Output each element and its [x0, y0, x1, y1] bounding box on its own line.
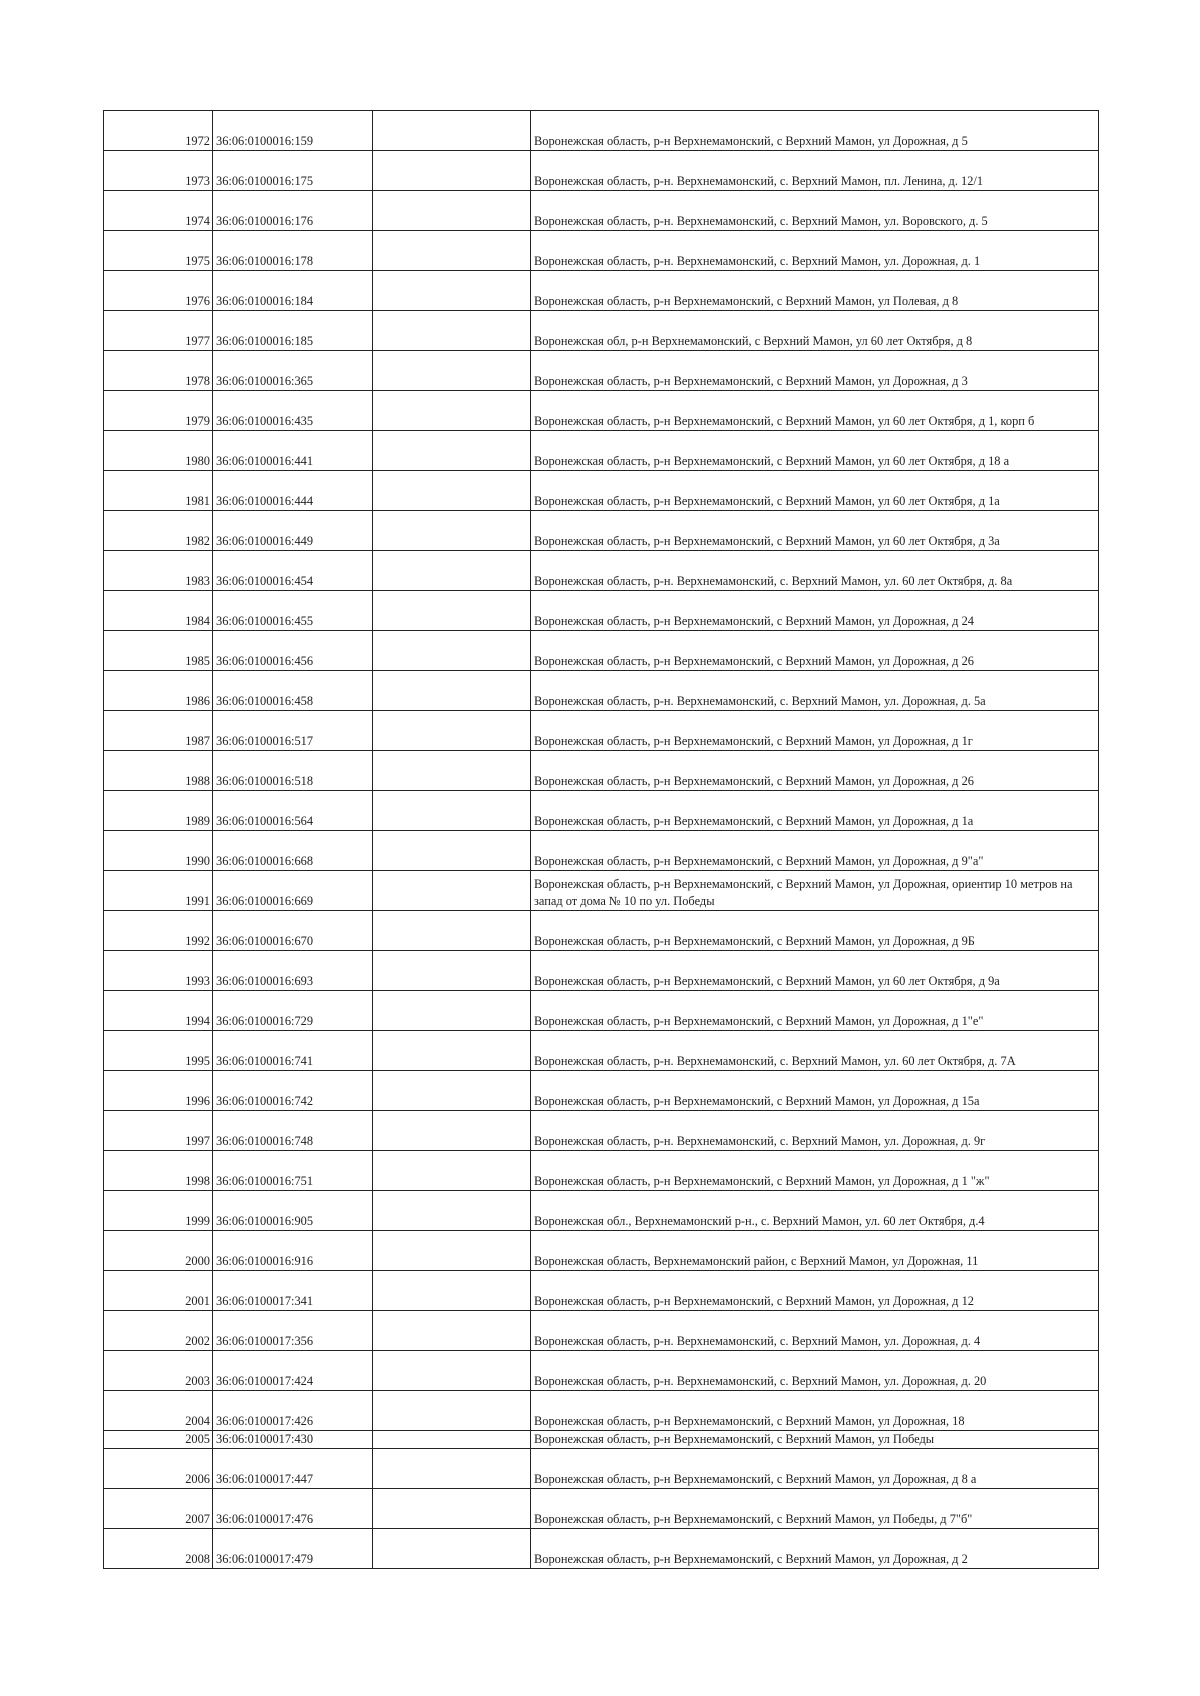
empty-cell [373, 1191, 531, 1231]
cadastral-number: 36:06:0100016:669 [213, 871, 373, 911]
address-text: Воронежская область, р-н. Верхнемамонский, с. Верхний Мамон, ул. 60 лет Октября, д. 7А [534, 1054, 1016, 1068]
table-row [104, 1271, 1099, 1311]
address-text: Воронежская область, р-н Верхнемамонский, с Верхний Мамон, ул Дорожная, д 26 [534, 774, 974, 788]
empty-cell [373, 1431, 531, 1449]
empty-cell [373, 1449, 531, 1489]
address-text: Воронежская область, р-н Верхнемамонский, с Верхний Мамон, ул 60 лет Октября, д 3а [534, 534, 1000, 548]
table-row [104, 951, 1099, 991]
empty-cell [373, 471, 531, 511]
cadastral-number: 36:06:0100016:449 [213, 511, 373, 551]
address-cell [531, 271, 1099, 311]
empty-cell [373, 1031, 531, 1071]
cadastral-number: 36:06:0100017:476 [213, 1489, 373, 1529]
row-number: 1994 [104, 991, 213, 1031]
row-number: 1979 [104, 391, 213, 431]
empty-cell [373, 191, 531, 231]
address-cell [531, 1231, 1099, 1271]
address-cell [531, 471, 1099, 511]
address-text: Воронежская область, р-н Верхнемамонский, с Верхний Мамон, ул 60 лет Октября, д 9а [534, 974, 1000, 988]
table-row [104, 631, 1099, 671]
cadastral-number: 36:06:0100017:341 [213, 1271, 373, 1311]
address-cell [531, 751, 1099, 791]
row-number: 1974 [104, 191, 213, 231]
row-number: 1987 [104, 711, 213, 751]
table-row [104, 1489, 1099, 1529]
address-text: Воронежская область, р-н Верхнемамонский, с Верхний Мамон, ул Победы, д 7"б" [534, 1512, 973, 1526]
address-text: Воронежская обл., Верхнемамонский р-н., с. Верхний Мамон, ул. 60 лет Октября, д.4 [534, 1214, 985, 1228]
cadastral-number: 36:06:0100016:905 [213, 1191, 373, 1231]
empty-cell [373, 911, 531, 951]
address-cell [531, 111, 1099, 151]
address-text: Воронежская область, р-н Верхнемамонский, с Верхний Мамон, ул Дорожная, д 2 [534, 1552, 968, 1566]
cadastral-number: 36:06:0100016:184 [213, 271, 373, 311]
empty-cell [373, 351, 531, 391]
row-number: 1977 [104, 311, 213, 351]
address-cell [531, 551, 1099, 591]
address-cell [531, 1151, 1099, 1191]
empty-cell [373, 431, 531, 471]
empty-cell [373, 831, 531, 871]
address-cell [531, 671, 1099, 711]
row-number: 2005 [104, 1431, 213, 1449]
empty-cell [373, 231, 531, 271]
address-text: Воронежская область, р-н Верхнемамонский, с Верхний Мамон, ул Дорожная, д 1"е" [534, 1014, 984, 1028]
row-number: 2001 [104, 1271, 213, 1311]
address-text: Воронежская область, р-н Верхнемамонский, с Верхний Мамон, ул 60 лет Октября, д 1а [534, 494, 1000, 508]
table-row [104, 911, 1099, 951]
row-number: 1983 [104, 551, 213, 591]
empty-cell [373, 1391, 531, 1431]
cadastral-number: 36:06:0100017:430 [213, 1431, 373, 1449]
address-text: Воронежская область, р-н Верхнемамонский, с Верхний Мамон, ул Полевая, д 8 [534, 294, 959, 308]
empty-cell [373, 991, 531, 1031]
address-text: Воронежская область, Верхнемамонский район, с Верхний Мамон, ул Дорожная, 11 [534, 1254, 979, 1268]
table-row [104, 551, 1099, 591]
empty-cell [373, 711, 531, 751]
cadastral-number: 36:06:0100017:426 [213, 1391, 373, 1431]
address-cell [531, 311, 1099, 351]
address-cell [531, 351, 1099, 391]
address-text: Воронежская область, р-н Верхнемамонский, с Верхний Мамон, ул Дорожная, д 5 [534, 134, 968, 148]
empty-cell [373, 1311, 531, 1351]
table-row [104, 1311, 1099, 1351]
table-row [104, 1111, 1099, 1151]
table-row [104, 431, 1099, 471]
registry-table [103, 110, 1099, 1569]
cadastral-number: 36:06:0100016:916 [213, 1231, 373, 1271]
address-cell [531, 991, 1099, 1031]
cadastral-number: 36:06:0100016:175 [213, 151, 373, 191]
address-cell [531, 1449, 1099, 1489]
table-row [104, 191, 1099, 231]
address-cell [531, 431, 1099, 471]
address-cell [531, 231, 1099, 271]
row-number: 2008 [104, 1529, 213, 1569]
empty-cell [373, 1271, 531, 1311]
cadastral-number: 36:06:0100016:176 [213, 191, 373, 231]
address-text: Воронежская область, р-н Верхнемамонский, с Верхний Мамон, ул 60 лет Октября, д 1, корп б [534, 414, 1035, 428]
address-text: Воронежская область, р-н. Верхнемамонский, с. Верхний Мамон, ул. Воровского, д. 5 [534, 214, 988, 228]
row-number: 1972 [104, 111, 213, 151]
address-cell [531, 1271, 1099, 1311]
address-text: Воронежская область, р-н Верхнемамонский, с Верхний Мамон, ул 60 лет Октября, д 18 а [534, 454, 1010, 468]
cadastral-number: 36:06:0100016:668 [213, 831, 373, 871]
address-text: Воронежская область, р-н Верхнемамонский, с Верхний Мамон, ул Дорожная, д 12 [534, 1294, 974, 1308]
row-number: 1997 [104, 1111, 213, 1151]
table-row [104, 1031, 1099, 1071]
cadastral-number: 36:06:0100016:742 [213, 1071, 373, 1111]
address-cell [531, 191, 1099, 231]
row-number: 1988 [104, 751, 213, 791]
table-row [104, 471, 1099, 511]
address-cell [531, 711, 1099, 751]
table-row [104, 791, 1099, 831]
row-number: 1990 [104, 831, 213, 871]
address-cell [531, 951, 1099, 991]
table-row [104, 391, 1099, 431]
table-row [104, 271, 1099, 311]
table-row [104, 871, 1099, 911]
cadastral-number: 36:06:0100016:185 [213, 311, 373, 351]
row-number: 1985 [104, 631, 213, 671]
cadastral-number: 36:06:0100016:517 [213, 711, 373, 751]
address-text: Воронежская область, р-н Верхнемамонский, с Верхний Мамон, ул Дорожная, д 9"а" [534, 854, 984, 868]
table-row [104, 1449, 1099, 1489]
address-cell [531, 1351, 1099, 1391]
empty-cell [373, 551, 531, 591]
empty-cell [373, 1231, 531, 1271]
table-row [104, 1231, 1099, 1271]
table-row [104, 591, 1099, 631]
cadastral-number: 36:06:0100016:365 [213, 351, 373, 391]
cadastral-number: 36:06:0100016:435 [213, 391, 373, 431]
table-row [104, 1071, 1099, 1111]
table-row [104, 671, 1099, 711]
address-cell [531, 1031, 1099, 1071]
address-text: Воронежская область, р-н Верхнемамонский, с Верхний Мамон, ул Дорожная, д 9Б [534, 934, 975, 948]
address-text: Воронежская обл, р-н Верхнемамонский, с Верхний Мамон, ул 60 лет Октября, д 8 [534, 334, 973, 348]
row-number: 1995 [104, 1031, 213, 1071]
address-text: Воронежская область, р-н. Верхнемамонский, с. Верхний Мамон, ул. Дорожная, д. 20 [534, 1374, 987, 1388]
table-row [104, 351, 1099, 391]
cadastral-number: 36:06:0100017:356 [213, 1311, 373, 1351]
empty-cell [373, 791, 531, 831]
cadastral-number: 36:06:0100016:729 [213, 991, 373, 1031]
address-cell [531, 1311, 1099, 1351]
row-number: 2002 [104, 1311, 213, 1351]
empty-cell [373, 151, 531, 191]
address-text: Воронежская область, р-н Верхнемамонский, с Верхний Мамон, ул Дорожная, д 1г [534, 734, 973, 748]
address-cell [531, 631, 1099, 671]
empty-cell [373, 951, 531, 991]
address-cell [531, 871, 1099, 911]
empty-cell [373, 631, 531, 671]
row-number: 2004 [104, 1391, 213, 1431]
address-text: Воронежская область, р-н. Верхнемамонский, с. Верхний Мамон, ул. Дорожная, д. 1 [534, 254, 981, 268]
cadastral-number: 36:06:0100016:458 [213, 671, 373, 711]
row-number: 1973 [104, 151, 213, 191]
table-row [104, 111, 1099, 151]
address-cell [531, 1111, 1099, 1151]
address-text: Воронежская область, р-н. Верхнемамонский, с. Верхний Мамон, ул. 60 лет Октября, д. 8а [534, 574, 1013, 588]
empty-cell [373, 1489, 531, 1529]
cadastral-number: 36:06:0100017:447 [213, 1449, 373, 1489]
empty-cell [373, 1529, 531, 1569]
table-row [104, 511, 1099, 551]
table-row [104, 1391, 1099, 1431]
address-cell [531, 791, 1099, 831]
table-row [104, 1151, 1099, 1191]
cadastral-number: 36:06:0100016:741 [213, 1031, 373, 1071]
cadastral-number: 36:06:0100016:670 [213, 911, 373, 951]
empty-cell [373, 591, 531, 631]
cadastral-number: 36:06:0100016:444 [213, 471, 373, 511]
table-row [104, 311, 1099, 351]
row-number: 2000 [104, 1231, 213, 1271]
address-text: Воронежская область, р-н Верхнемамонский, с Верхний Мамон, ул Дорожная, д 3 [534, 374, 968, 388]
table-row [104, 151, 1099, 191]
address-cell [531, 1489, 1099, 1529]
row-number: 1992 [104, 911, 213, 951]
address-cell [531, 1071, 1099, 1111]
empty-cell [373, 391, 531, 431]
address-text: Воронежская область, р-н Верхнемамонский, с Верхний Мамон, ул Дорожная, д 24 [534, 614, 974, 628]
row-number: 1991 [104, 871, 213, 911]
empty-cell [373, 751, 531, 791]
table-row [104, 831, 1099, 871]
address-cell [531, 391, 1099, 431]
address-text: Воронежская область, р-н. Верхнемамонский, с. Верхний Мамон, ул. Дорожная, д. 4 [534, 1334, 981, 1348]
cadastral-number: 36:06:0100016:748 [213, 1111, 373, 1151]
address-text: Воронежская область, р-н. Верхнемамонский, с. Верхний Мамон, ул. Дорожная, д. 9г [534, 1134, 986, 1148]
address-text: Воронежская область, р-н Верхнемамонский, с Верхний Мамон, ул Дорожная, ориентир 10 метров на запад от дома № 10 по ул. Победы [534, 877, 1073, 908]
empty-cell [373, 271, 531, 311]
address-cell [531, 511, 1099, 551]
row-number: 1984 [104, 591, 213, 631]
row-number: 1996 [104, 1071, 213, 1111]
address-text: Воронежская область, р-н Верхнемамонский, с Верхний Мамон, ул Дорожная, 18 [534, 1414, 965, 1428]
empty-cell [373, 1151, 531, 1191]
row-number: 2003 [104, 1351, 213, 1391]
row-number: 1975 [104, 231, 213, 271]
row-number: 1989 [104, 791, 213, 831]
table-row [104, 711, 1099, 751]
table-row [104, 751, 1099, 791]
address-cell [531, 1391, 1099, 1431]
row-number: 1998 [104, 1151, 213, 1191]
empty-cell [373, 1111, 531, 1151]
row-number: 1999 [104, 1191, 213, 1231]
empty-cell [373, 511, 531, 551]
row-number: 1981 [104, 471, 213, 511]
table-row [104, 1431, 1099, 1449]
table-row [104, 231, 1099, 271]
registry-body [104, 111, 1099, 1569]
address-text: Воронежская область, р-н Верхнемамонский, с Верхний Мамон, ул Дорожная, д 15а [534, 1094, 980, 1108]
cadastral-number: 36:06:0100016:456 [213, 631, 373, 671]
empty-cell [373, 111, 531, 151]
row-number: 1978 [104, 351, 213, 391]
address-cell [531, 911, 1099, 951]
empty-cell [373, 871, 531, 911]
row-number: 1980 [104, 431, 213, 471]
cadastral-number: 36:06:0100016:518 [213, 751, 373, 791]
address-text: Воронежская область, р-н Верхнемамонский, с Верхний Мамон, ул Дорожная, д 8 а [534, 1472, 977, 1486]
cadastral-number: 36:06:0100016:751 [213, 1151, 373, 1191]
address-cell [531, 1191, 1099, 1231]
cadastral-number: 36:06:0100017:424 [213, 1351, 373, 1391]
row-number: 1982 [104, 511, 213, 551]
row-number: 1993 [104, 951, 213, 991]
row-number: 1986 [104, 671, 213, 711]
cadastral-number: 36:06:0100016:159 [213, 111, 373, 151]
address-text: Воронежская область, р-н Верхнемамонский, с Верхний Мамон, ул Дорожная, д 1а [534, 814, 974, 828]
address-text: Воронежская область, р-н. Верхнемамонский, с. Верхний Мамон, ул. Дорожная, д. 5а [534, 694, 986, 708]
row-number: 1976 [104, 271, 213, 311]
address-text: Воронежская область, р-н Верхнемамонский, с Верхний Мамон, ул Победы [534, 1432, 935, 1446]
address-cell [531, 1431, 1099, 1449]
address-text: Воронежская область, р-н Верхнемамонский, с Верхний Мамон, ул Дорожная, д 1 "ж" [534, 1174, 990, 1188]
row-number: 2007 [104, 1489, 213, 1529]
empty-cell [373, 671, 531, 711]
cadastral-number: 36:06:0100016:455 [213, 591, 373, 631]
cadastral-number: 36:06:0100016:454 [213, 551, 373, 591]
address-text: Воронежская область, р-н. Верхнемамонский, с. Верхний Мамон, пл. Ленина, д. 12/1 [534, 174, 984, 188]
cadastral-number: 36:06:0100016:178 [213, 231, 373, 271]
cadastral-number: 36:06:0100016:441 [213, 431, 373, 471]
table-row [104, 1191, 1099, 1231]
cadastral-number: 36:06:0100017:479 [213, 1529, 373, 1569]
table-row [104, 1529, 1099, 1569]
address-cell [531, 591, 1099, 631]
cadastral-number: 36:06:0100016:564 [213, 791, 373, 831]
address-cell [531, 1529, 1099, 1569]
empty-cell [373, 311, 531, 351]
cadastral-number: 36:06:0100016:693 [213, 951, 373, 991]
address-cell [531, 831, 1099, 871]
table-row [104, 991, 1099, 1031]
empty-cell [373, 1351, 531, 1391]
address-text: Воронежская область, р-н Верхнемамонский, с Верхний Мамон, ул Дорожная, д 26 [534, 654, 974, 668]
address-cell [531, 151, 1099, 191]
table-row [104, 1351, 1099, 1391]
empty-cell [373, 1071, 531, 1111]
row-number: 2006 [104, 1449, 213, 1489]
